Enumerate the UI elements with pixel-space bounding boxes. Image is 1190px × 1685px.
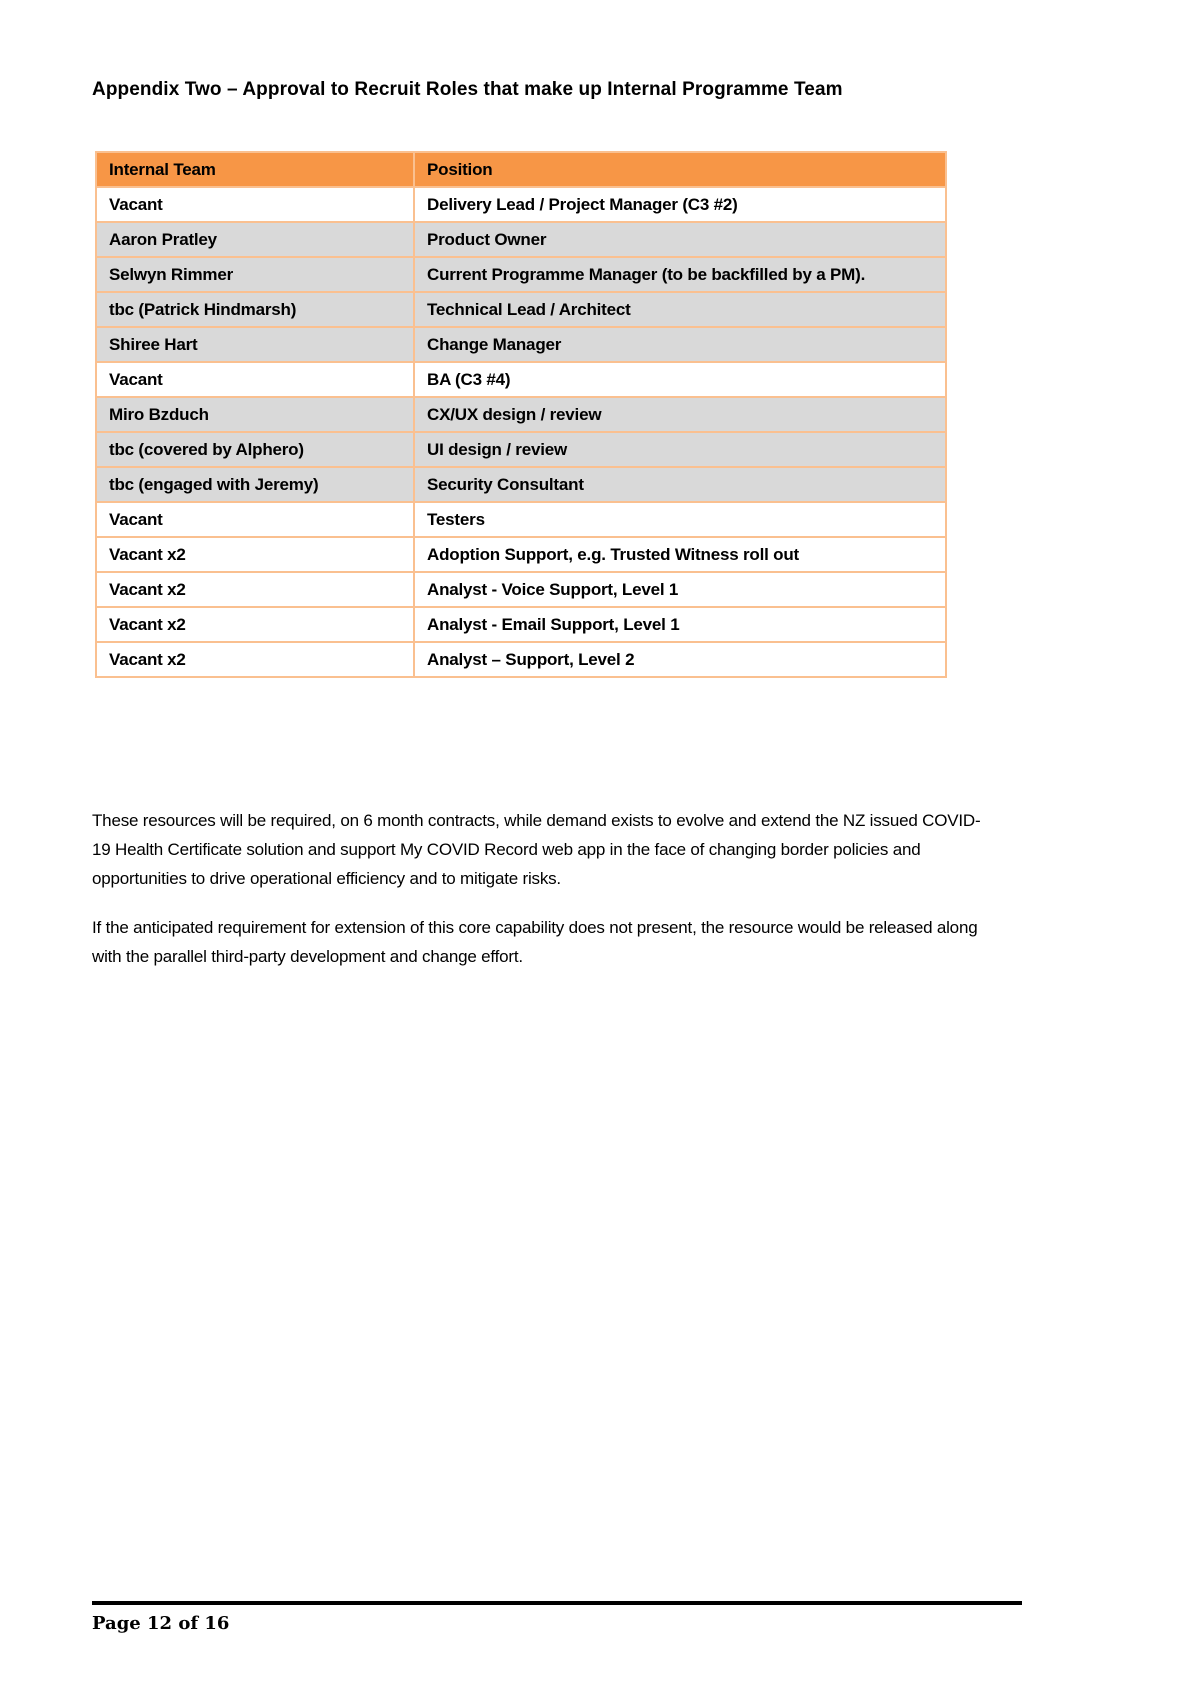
internal-team-cell: Selwyn Rimmer <box>96 257 414 292</box>
table-header-row <box>96 152 946 187</box>
position-cell: Testers <box>414 502 946 537</box>
page-number: Page 12 of 16 <box>92 1613 230 1634</box>
position-cell: CX/UX design / review <box>414 397 946 432</box>
position-cell: Technical Lead / Architect <box>414 292 946 327</box>
table-row <box>96 432 946 467</box>
position-cell: BA (C3 #4) <box>414 362 946 397</box>
table-row <box>96 642 946 677</box>
table-row <box>96 607 946 642</box>
internal-team-cell: Vacant <box>96 362 414 397</box>
paragraph-resources-contracts: These resources will be required, on 6 month contracts, while demand exists to evolve and extend the NZ issued COVID-19 Health Certificate solution and support My COVID Record web app in the face of changing border policies and opportunities to drive operational efficiency and to mitigate risks. <box>92 811 981 888</box>
internal-team-cell: tbc (covered by Alphero) <box>96 432 414 467</box>
internal-team-cell: Aaron Pratley <box>96 222 414 257</box>
table-row <box>96 222 946 257</box>
table-row <box>96 327 946 362</box>
table-body <box>96 187 946 677</box>
position-cell: Current Programme Manager (to be backfilled by a PM). <box>414 257 946 292</box>
table-row <box>96 362 946 397</box>
internal-team-cell: tbc (engaged with Jeremy) <box>96 467 414 502</box>
position-cell: Change Manager <box>414 327 946 362</box>
position-cell: Delivery Lead / Project Manager (C3 #2) <box>414 187 946 222</box>
column-header-internal-team: Internal Team <box>96 152 414 187</box>
internal-team-cell: Vacant x2 <box>96 537 414 572</box>
internal-team-cell: Vacant x2 <box>96 607 414 642</box>
roles-table <box>95 151 947 678</box>
internal-team-cell: Vacant x2 <box>96 642 414 677</box>
position-cell: Analyst - Voice Support, Level 1 <box>414 572 946 607</box>
position-cell: Analyst – Support, Level 2 <box>414 642 946 677</box>
table-row <box>96 572 946 607</box>
position-cell: UI design / review <box>414 432 946 467</box>
table-row <box>96 292 946 327</box>
internal-team-cell: Miro Bzduch <box>96 397 414 432</box>
internal-team-cell: Vacant <box>96 187 414 222</box>
position-cell: Adoption Support, e.g. Trusted Witness roll out <box>414 537 946 572</box>
table-row <box>96 257 946 292</box>
column-header-position: Position <box>414 152 946 187</box>
internal-team-cell: Vacant <box>96 502 414 537</box>
table-row <box>96 537 946 572</box>
table-row <box>96 187 946 222</box>
footer-divider <box>92 1601 1022 1605</box>
table-row <box>96 467 946 502</box>
internal-team-cell: Vacant x2 <box>96 572 414 607</box>
page-title: Appendix Two – Approval to Recruit Roles that make up Internal Programme Team <box>92 79 843 100</box>
internal-team-cell: Shiree Hart <box>96 327 414 362</box>
position-cell: Analyst - Email Support, Level 1 <box>414 607 946 642</box>
position-cell: Security Consultant <box>414 467 946 502</box>
table-row <box>96 502 946 537</box>
paragraph-resource-release: If the anticipated requirement for extension of this core capability does not present, the resource would be released along with the parallel third-party development and change effort. <box>92 918 978 966</box>
internal-team-cell: tbc (Patrick Hindmarsh) <box>96 292 414 327</box>
position-cell: Product Owner <box>414 222 946 257</box>
table-row <box>96 397 946 432</box>
